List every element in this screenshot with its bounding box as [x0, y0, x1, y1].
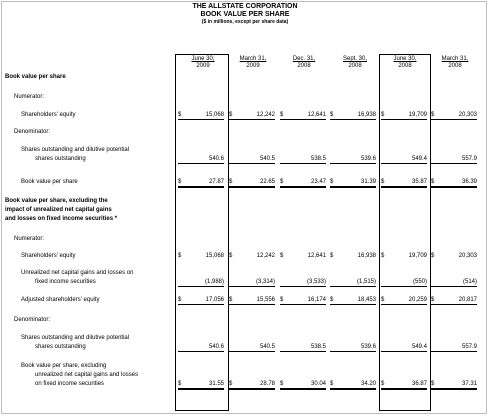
cell-value: 15,068: [205, 112, 224, 118]
column-header-date: March 31,: [441, 56, 469, 62]
section-label-bvps: Book value per share: [5, 74, 66, 80]
cell-value: 19,709: [408, 112, 427, 118]
cell-value: 540.5: [259, 156, 275, 162]
value-cell-bvps: [280, 178, 326, 188]
column-header-year: 2009: [196, 63, 210, 69]
dollar-sign: $: [431, 381, 435, 387]
cell-value: 15,068: [205, 253, 224, 259]
adjusted-equity-label: Adjusted shareholders' equity: [21, 297, 100, 303]
value-cell-equity2: [229, 252, 275, 260]
cell-value: 540.6: [208, 344, 224, 350]
value-cell-equity1: [178, 111, 224, 120]
value-cell-shares2: [229, 343, 275, 352]
shares-label-line2: shares outstanding: [35, 344, 86, 350]
dollar-sign: $: [229, 179, 233, 185]
dollar-sign: $: [330, 179, 334, 185]
value-cell-bvps: [431, 178, 477, 188]
cell-value: 37.31: [461, 381, 477, 387]
column-header-5: [380, 56, 430, 70]
cell-value: 36.87: [411, 381, 427, 387]
cell-value: (3,533): [306, 279, 326, 285]
value-cell-unreal: [229, 278, 275, 287]
report-subtitle: ($ in millions, except per share data): [201, 19, 289, 25]
cell-value: 549.4: [411, 344, 427, 350]
column-header-1: [178, 56, 228, 70]
value-cell-shares2: [280, 343, 326, 352]
dollar-sign: $: [229, 381, 233, 387]
value-cell-unreal: [280, 278, 326, 287]
denominator-label: Denominator:: [14, 129, 51, 135]
dollar-sign: $: [431, 297, 435, 303]
cell-value: 19,709: [408, 253, 427, 259]
report-title: BOOK VALUE PER SHARE: [200, 11, 290, 18]
value-cell-equity2: [178, 252, 224, 260]
value-cell-adj-equity: [229, 296, 275, 305]
value-cell-equity1: [280, 111, 326, 120]
column-header-6: [430, 56, 480, 70]
cell-value: 27.87: [208, 179, 224, 185]
cell-value: 539.6: [360, 156, 376, 162]
dollar-sign: $: [330, 381, 334, 387]
dollar-sign: $: [330, 297, 334, 303]
dollar-sign: $: [178, 112, 182, 118]
value-cell-shares2: [381, 343, 427, 352]
value-cell-shares1: [280, 155, 326, 164]
value-cell-shares1: [381, 155, 427, 164]
column-header-year: 2008: [448, 63, 462, 69]
cell-value: 31.39: [360, 179, 376, 185]
cell-value: 540.5: [259, 344, 275, 350]
dollar-sign: $: [280, 381, 284, 387]
dollar-sign: $: [280, 112, 284, 118]
dollar-sign: $: [280, 179, 284, 185]
numerator-label: Numerator:: [14, 236, 45, 242]
cell-value: 35.87: [411, 179, 427, 185]
cell-value: 557.9: [461, 344, 477, 350]
cell-value: 30.04: [310, 381, 326, 387]
highlight-box-june-2008: [379, 54, 431, 411]
dollar-sign: $: [381, 381, 385, 387]
cell-value: 539.6: [360, 344, 376, 350]
cell-value: 20,303: [458, 112, 477, 118]
company-name: THE ALLSTATE CORPORATION: [192, 3, 298, 10]
column-header-date: Sept. 30,: [342, 56, 368, 62]
value-cell-shares1: [431, 155, 477, 164]
cell-value: 549.4: [411, 156, 427, 162]
cell-value: 12,641: [307, 112, 326, 118]
cell-value: 15,556: [256, 297, 275, 303]
column-header-date: Dec. 31,: [292, 56, 316, 62]
cell-value: 20,817: [458, 297, 477, 303]
value-cell-equity1: [330, 111, 376, 120]
cell-value: 16,938: [357, 112, 376, 118]
value-cell-bvps: [330, 178, 376, 188]
dollar-sign: $: [431, 112, 435, 118]
bvps-excl-label-line3: on fixed income securities: [35, 381, 105, 387]
cell-value: 22.65: [259, 179, 275, 185]
value-cell-equity1: [229, 111, 275, 120]
value-cell-equity1: [431, 111, 477, 120]
equity-label: Shareholders' equity: [21, 112, 76, 118]
value-cell-bvps: [229, 178, 275, 188]
value-cell-equity2: [280, 252, 326, 260]
shares-label-line1: Shares outstanding and dilutive potential: [21, 147, 130, 153]
column-header-year: 2008: [297, 63, 311, 69]
dollar-sign: $: [381, 253, 385, 259]
cell-value: 557.9: [461, 156, 477, 162]
dollar-sign: $: [330, 253, 334, 259]
column-header-2: [228, 56, 278, 70]
value-cell-shares2: [431, 343, 477, 352]
cell-value: 16,938: [357, 253, 376, 259]
cell-value: 20,303: [458, 253, 477, 259]
value-cell-equity1: [381, 111, 427, 120]
value-cell-adj-equity: [381, 296, 427, 305]
cell-value: 12,641: [307, 253, 326, 259]
column-header-year: 2008: [398, 63, 412, 69]
value-cell-bvps: [178, 178, 224, 188]
numerator-label: Numerator:: [14, 94, 45, 100]
cell-value: 20,259: [408, 297, 427, 303]
cell-value: (514): [462, 279, 477, 285]
value-cell-shares1: [178, 155, 224, 164]
cell-value: (1,515): [356, 279, 376, 285]
dollar-sign: $: [381, 112, 385, 118]
dollar-sign: $: [178, 179, 182, 185]
unrealized-label-line2: fixed income securities: [35, 279, 96, 285]
section-label-excl-line2: impact of unrealized net capital gains: [5, 207, 112, 213]
denominator-label: Denominator:: [14, 317, 51, 323]
cell-value: 538.5: [310, 156, 326, 162]
dollar-sign: $: [229, 253, 233, 259]
value-cell-bvps-excl: [330, 380, 376, 390]
value-cell-bvps-excl: [431, 380, 477, 390]
cell-value: 31.55: [208, 381, 224, 387]
value-cell-bvps: [381, 178, 427, 188]
cell-value: 34.20: [360, 381, 376, 387]
cell-value: (550): [412, 279, 427, 285]
value-cell-bvps-excl: [229, 380, 275, 390]
column-header-year: 2009: [246, 63, 260, 69]
equity-label: Shareholders' equity: [21, 253, 76, 259]
dollar-sign: $: [280, 253, 284, 259]
dollar-sign: $: [178, 253, 182, 259]
shares-label-line1: Shares outstanding and dilutive potential: [21, 335, 130, 341]
cell-value: 538.5: [310, 344, 326, 350]
value-cell-adj-equity: [178, 296, 224, 305]
dollar-sign: $: [381, 179, 385, 185]
value-cell-equity2: [431, 252, 477, 260]
section-label-excl-line3: and losses on fixed income securities *: [5, 216, 118, 222]
section-label-excl-line1: Book value per share, excluding the: [5, 198, 108, 204]
column-header-date: June 30,: [393, 56, 417, 62]
cell-value: 17,056: [205, 297, 224, 303]
column-header-3: [279, 56, 329, 70]
cell-value: 18,453: [357, 297, 376, 303]
value-cell-adj-equity: [280, 296, 326, 305]
cell-value: 23.47: [310, 179, 326, 185]
bvps-excl-label-line1: Book value per share, excluding: [21, 363, 107, 369]
value-cell-adj-equity: [431, 296, 477, 305]
dollar-sign: $: [178, 297, 182, 303]
value-cell-equity2: [330, 252, 376, 260]
cell-value: (3,314): [255, 279, 275, 285]
dollar-sign: $: [330, 112, 334, 118]
cell-value: 12,242: [256, 253, 275, 259]
bvps-label: Book value per share: [21, 179, 78, 185]
dollar-sign: $: [229, 297, 233, 303]
cell-value: 36.39: [461, 179, 477, 185]
value-cell-unreal: [381, 278, 427, 287]
shares-label-line2: shares outstanding: [35, 156, 86, 162]
value-cell-unreal: [330, 278, 376, 287]
value-cell-shares1: [330, 155, 376, 164]
value-cell-bvps-excl: [280, 380, 326, 390]
dollar-sign: $: [280, 297, 284, 303]
value-cell-equity2: [381, 252, 427, 260]
dollar-sign: $: [178, 381, 182, 387]
column-header-year: 2008: [348, 63, 362, 69]
highlight-box-june-2009: [175, 54, 229, 411]
value-cell-shares2: [330, 343, 376, 352]
cell-value: 28.78: [259, 381, 275, 387]
cell-value: 16,174: [307, 297, 326, 303]
value-cell-shares1: [229, 155, 275, 164]
value-cell-unreal: [431, 278, 477, 287]
dollar-sign: $: [229, 112, 233, 118]
dollar-sign: $: [431, 179, 435, 185]
value-cell-shares2: [178, 343, 224, 352]
value-cell-bvps-excl: [381, 380, 427, 390]
value-cell-adj-equity: [330, 296, 376, 305]
value-cell-bvps-excl: [178, 380, 224, 390]
dollar-sign: $: [381, 297, 385, 303]
column-header-date: June 30,: [191, 56, 215, 62]
dollar-sign: $: [431, 253, 435, 259]
column-header-4: [330, 56, 380, 70]
cell-value: (1,988): [204, 279, 224, 285]
cell-value: 12,242: [256, 112, 275, 118]
value-cell-unreal: [178, 278, 224, 287]
column-header-date: March 31,: [239, 56, 267, 62]
unrealized-label-line1: Unrealized net capital gains and losses on: [21, 270, 134, 276]
cell-value: 540.6: [208, 156, 224, 162]
bvps-excl-label-line2: unrealized net capital gains and losses: [35, 372, 139, 378]
